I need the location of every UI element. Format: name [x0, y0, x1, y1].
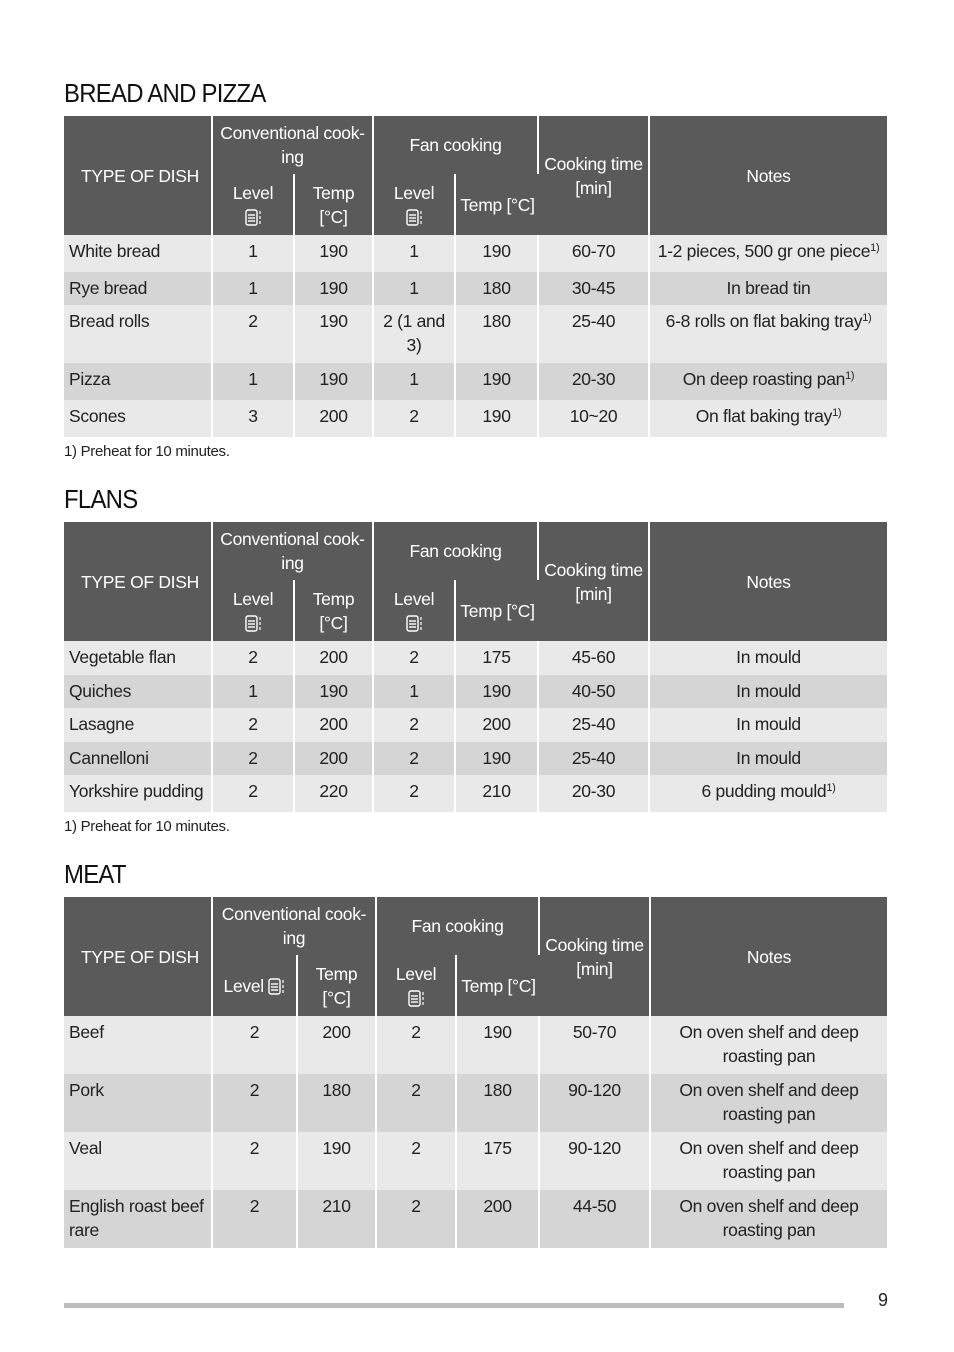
- cooking-time-cell: 25-40: [539, 742, 650, 775]
- fan-level-cell: 2: [377, 1016, 457, 1074]
- notes-cell: [650, 742, 887, 775]
- fan-level-cell: 2: [377, 1132, 457, 1190]
- notes-cell: [650, 272, 887, 305]
- conventional-temp-cell: 200: [295, 708, 374, 742]
- cooking-time-cell: 44-50: [540, 1190, 651, 1248]
- cooking-time-cell: 10~20: [539, 400, 650, 437]
- header-level-label: Level: [393, 588, 435, 609]
- shelf-level-icon: [406, 615, 423, 633]
- section-title-meat: MEAT: [64, 859, 126, 889]
- conventional-temp-cell: 190: [295, 305, 374, 363]
- bread-footnote: 1) Preheat for 10 minutes.: [64, 443, 230, 460]
- notes-cell: [651, 1074, 887, 1132]
- note-text: In bread tin: [726, 278, 811, 298]
- flans-footnote: 1) Preheat for 10 minutes.: [64, 818, 230, 835]
- conventional-level-cell: 2: [213, 1016, 298, 1074]
- note-text: On oven shelf and deep roasting pan: [679, 1196, 859, 1240]
- header-fan-temp: Temp [°C]: [456, 174, 539, 235]
- conventional-temp-cell: 200: [295, 400, 374, 437]
- table-row: [64, 400, 887, 437]
- table-row: [64, 272, 887, 305]
- section-title-bread: BREAD AND PIZZA: [64, 78, 266, 108]
- notes-cell: [651, 1190, 887, 1248]
- footnote-marker: 1): [832, 407, 842, 419]
- fan-level-cell: 2: [374, 775, 456, 812]
- dish-cell: Cannelloni: [64, 742, 213, 775]
- conventional-level-cell: 1: [213, 272, 295, 305]
- header-conventional-temp: Temp [°C]: [295, 580, 374, 641]
- dish-cell: Yorkshire pudding: [64, 775, 213, 812]
- header-cooking-time: Cooking time [min]: [539, 116, 650, 235]
- fan-level-cell: 2 (1 and 3): [374, 305, 456, 363]
- note-text: In mould: [736, 681, 801, 701]
- notes-cell: [651, 1132, 887, 1190]
- table-row: [64, 641, 887, 675]
- conventional-temp-cell: 190: [298, 1132, 377, 1190]
- header-fan-cooking: Fan cooking: [374, 116, 539, 174]
- note-text: In mould: [736, 748, 801, 768]
- cooking-time-cell: 40-50: [539, 675, 650, 708]
- dish-cell: English roast beef rare: [64, 1190, 213, 1248]
- table-row: [64, 1190, 887, 1248]
- dish-cell: Pork: [64, 1074, 213, 1132]
- cooking-time-cell: 30-45: [539, 272, 650, 305]
- conventional-level-cell: 2: [213, 641, 295, 675]
- cooking-time-cell: 25-40: [539, 305, 650, 363]
- note-text: On flat baking tray: [695, 406, 833, 426]
- table-row: [64, 235, 887, 272]
- shelf-level-icon: [268, 978, 285, 996]
- fan-level-cell: 2: [374, 400, 456, 437]
- notes-cell: [650, 641, 887, 675]
- cooking-time-cell: 20-30: [539, 775, 650, 812]
- dish-cell: Rye bread: [64, 272, 213, 305]
- header-conventional-level: [213, 174, 295, 235]
- fan-temp-cell: 190: [456, 675, 539, 708]
- page-number: 9: [878, 1290, 889, 1310]
- header-level-label: Level: [395, 963, 437, 984]
- conventional-temp-cell: 180: [298, 1074, 377, 1132]
- conventional-level-cell: 1: [213, 363, 295, 400]
- table-row: [64, 1074, 887, 1132]
- dish-cell: Bread rolls: [64, 305, 213, 363]
- dish-cell: Beef: [64, 1016, 213, 1074]
- header-conventional-cooking: Conventional cook-ing: [213, 897, 377, 955]
- cooking-time-cell: 25-40: [539, 708, 650, 742]
- fan-temp-cell: 190: [456, 400, 539, 437]
- header-conventional-temp: Temp [°C]: [298, 955, 377, 1016]
- conventional-level-cell: 2: [213, 305, 295, 363]
- dish-cell: Scones: [64, 400, 213, 437]
- fan-level-cell: 2: [374, 742, 456, 775]
- fan-temp-cell: 180: [456, 272, 539, 305]
- fan-temp-cell: 180: [456, 305, 539, 363]
- note-text: 6-8 rolls on flat baking tray: [665, 311, 863, 331]
- notes-cell: [650, 305, 887, 363]
- conventional-level-cell: 2: [213, 1190, 298, 1248]
- table-row: [64, 775, 887, 812]
- fan-level-cell: 2: [374, 641, 456, 675]
- shelf-level-icon: [245, 615, 262, 633]
- dish-cell: Pizza: [64, 363, 213, 400]
- page-footer-rule: [64, 1303, 844, 1308]
- note-text: In mould: [736, 714, 801, 734]
- conventional-level-cell: 1: [213, 235, 295, 272]
- footnote-marker: 1): [870, 242, 880, 254]
- conventional-temp-cell: 190: [295, 272, 374, 305]
- note-text: On oven shelf and deep roasting pan: [679, 1022, 859, 1066]
- note-text: On deep roasting pan: [682, 369, 846, 389]
- table-row: [64, 742, 887, 775]
- header-cooking-time: Cooking time [min]: [539, 522, 650, 641]
- header-level-label: Level: [232, 588, 274, 609]
- header-fan-temp: Temp [°C]: [456, 580, 539, 641]
- dish-cell: Lasagne: [64, 708, 213, 742]
- cooking-time-cell: 20-30: [539, 363, 650, 400]
- fan-level-cell: 2: [374, 708, 456, 742]
- header-fan-level: [374, 174, 456, 235]
- notes-cell: [650, 235, 887, 272]
- note-text: 1-2 pieces, 500 gr one piece: [657, 241, 871, 261]
- fan-temp-cell: 190: [457, 1016, 540, 1074]
- fan-temp-cell: 190: [456, 742, 539, 775]
- footnote-marker: 1): [845, 370, 855, 382]
- bread-pizza-table: [64, 116, 887, 437]
- header-level-label: Level: [223, 975, 264, 996]
- cooking-time-cell: 45-60: [539, 641, 650, 675]
- header-type-of-dish: TYPE OF DISH: [64, 116, 213, 235]
- meat-table: [64, 897, 887, 1248]
- cooking-time-cell: 60-70: [539, 235, 650, 272]
- dish-cell: Vegetable flan: [64, 641, 213, 675]
- table-row: [64, 363, 887, 400]
- header-type-of-dish: TYPE OF DISH: [64, 897, 213, 1016]
- header-conventional-temp: Temp [°C]: [295, 174, 374, 235]
- cooking-time-cell: 50-70: [540, 1016, 651, 1074]
- conventional-temp-cell: 210: [298, 1190, 377, 1248]
- header-type-of-dish: TYPE OF DISH: [64, 522, 213, 641]
- table-row: [64, 1132, 887, 1190]
- fan-temp-cell: 175: [456, 641, 539, 675]
- header-notes: Notes: [650, 116, 887, 235]
- cooking-time-cell: 90-120: [540, 1074, 651, 1132]
- conventional-level-cell: 2: [213, 1074, 298, 1132]
- note-text: On oven shelf and deep roasting pan: [679, 1138, 859, 1182]
- table-row: [64, 305, 887, 363]
- header-fan-temp: Temp [°C]: [457, 955, 540, 1016]
- fan-level-cell: 1: [374, 363, 456, 400]
- fan-temp-cell: 180: [457, 1074, 540, 1132]
- notes-cell: [651, 1016, 887, 1074]
- fan-level-cell: 1: [374, 675, 456, 708]
- conventional-temp-cell: 190: [295, 363, 374, 400]
- shelf-level-icon: [406, 209, 423, 227]
- cooking-time-cell: 90-120: [540, 1132, 651, 1190]
- notes-cell: [650, 708, 887, 742]
- fan-level-cell: 2: [377, 1074, 457, 1132]
- header-fan-level: [377, 955, 457, 1016]
- conventional-temp-cell: 190: [295, 235, 374, 272]
- header-conventional-cooking: Conventional cook-ing: [213, 522, 374, 580]
- header-notes: Notes: [651, 897, 887, 1016]
- note-text: 6 pudding mould: [701, 781, 827, 801]
- dish-cell: White bread: [64, 235, 213, 272]
- flans-table: [64, 522, 887, 812]
- shelf-level-icon: [245, 209, 262, 227]
- header-cooking-time: Cooking time [min]: [540, 897, 651, 1016]
- header-conventional-cooking: Conventional cook-ing: [213, 116, 374, 174]
- fan-temp-cell: 190: [456, 235, 539, 272]
- header-conventional-level: [213, 580, 295, 641]
- header-fan-cooking: Fan cooking: [374, 522, 539, 580]
- header-conventional-level: [213, 955, 298, 1016]
- conventional-temp-cell: 200: [295, 742, 374, 775]
- header-fan-cooking: Fan cooking: [377, 897, 540, 955]
- conventional-temp-cell: 190: [295, 675, 374, 708]
- conventional-level-cell: 1: [213, 675, 295, 708]
- conventional-level-cell: 2: [213, 708, 295, 742]
- notes-cell: [650, 363, 887, 400]
- header-notes: Notes: [650, 522, 887, 641]
- fan-level-cell: 1: [374, 272, 456, 305]
- notes-cell: [650, 400, 887, 437]
- conventional-level-cell: 2: [213, 1132, 298, 1190]
- table-row: [64, 675, 887, 708]
- notes-cell: [650, 675, 887, 708]
- conventional-level-cell: 2: [213, 775, 295, 812]
- conventional-level-cell: 2: [213, 742, 295, 775]
- dish-cell: Veal: [64, 1132, 213, 1190]
- conventional-level-cell: 3: [213, 400, 295, 437]
- section-title-flans: FLANS: [64, 484, 138, 514]
- header-fan-level: [374, 580, 456, 641]
- notes-cell: [650, 775, 887, 812]
- conventional-temp-cell: 220: [295, 775, 374, 812]
- footnote-marker: 1): [862, 312, 872, 324]
- conventional-temp-cell: 200: [298, 1016, 377, 1074]
- header-level-label: Level: [393, 182, 435, 203]
- fan-level-cell: 2: [377, 1190, 457, 1248]
- fan-temp-cell: 175: [457, 1132, 540, 1190]
- shelf-level-icon: [408, 990, 425, 1008]
- fan-temp-cell: 190: [456, 363, 539, 400]
- note-text: In mould: [736, 647, 801, 667]
- conventional-temp-cell: 200: [295, 641, 374, 675]
- fan-temp-cell: 200: [456, 708, 539, 742]
- fan-temp-cell: 210: [456, 775, 539, 812]
- fan-temp-cell: 200: [457, 1190, 540, 1248]
- note-text: On oven shelf and deep roasting pan: [679, 1080, 859, 1124]
- table-row: [64, 1016, 887, 1074]
- table-row: [64, 708, 887, 742]
- dish-cell: Quiches: [64, 675, 213, 708]
- footnote-marker: 1): [826, 782, 836, 794]
- header-level-label: Level: [232, 182, 274, 203]
- fan-level-cell: 1: [374, 235, 456, 272]
